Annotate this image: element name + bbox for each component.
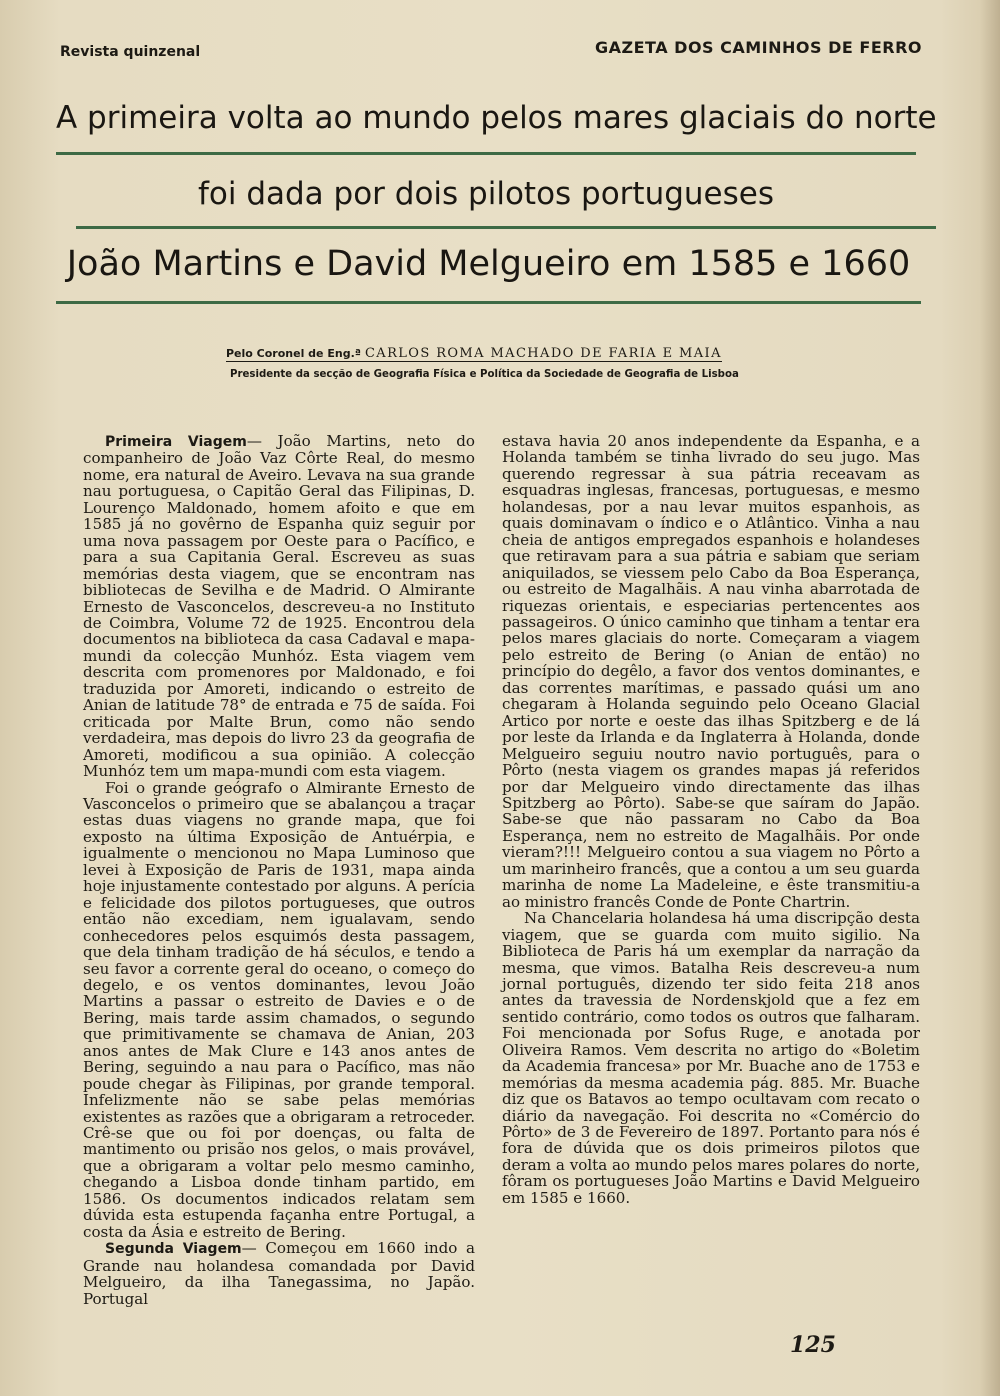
- paragraph-vasconcelos: [83, 780, 475, 1241]
- author-byline: [226, 345, 766, 361]
- paragraph-continued: [502, 433, 920, 910]
- title-line-1: A primeira volta ao mundo pelos mares glaciais do norte: [56, 100, 937, 136]
- title-line-3: João Martins e David Melgueiro em 1585 e 1660: [66, 244, 911, 284]
- paragraph-text: Na Chancelaria holandesa há uma discripção desta viagem, que se guarda com muito sigilio. Na Biblioteca de Paris há um exemplar da narração da mesma, que vimos. Batalha Reis descreveu-a num jornal português, dizendo ter sido feita 218 anos antes da travessia de Nordenskjold que a fez em sentido contrário, como todos os outros que falharam. Foi mencionada por Sofus Ruge, e anotada por Oliveira Ramos. Vem descrita no artigo do «Boletim da Academia francesa» por Mr. Buache ano de 1753 e memórias da mesma academia pág. 885. Mr. Buache diz que os Batavos ao tempo ocultavam com recato o diário da navegação. Foi descrita no «Comércio do Pôrto» de 3 de Fevereiro de 1897. Portanto para nós é fora de dúvida que os dois primeiros pilotos que deram a volta ao mundo pelos mares polares do norte, fôram os portugueses João Martins e David Melgueiro em 1585 e 1660.: [502, 909, 920, 1207]
- author-affiliation: Presidente da secção de Geografia Física e Política da Sociedade de Geografia de Lisboa: [230, 369, 739, 380]
- page-number: 125: [790, 1332, 836, 1358]
- title-rule-2: [76, 226, 936, 229]
- header-magazine-name: GAZETA DOS CAMINHOS DE FERRO: [594, 38, 922, 57]
- text-column-left: [83, 433, 475, 1307]
- title-line-2: foi dada por dois pilotos portugueses: [197, 176, 774, 212]
- paragraph-text: estava havia 20 anos independente da Espanha, e a Holanda também se tinha livrado do seu jugo. Mas querendo regressar à sua pátria receavam as esquadras inglesas, francesas, portuguesas, e mesmo holandesas, por a nau levar muitos espanhois, as quais dominavam o índico e o Atlântico. Vinha a nau cheia de antigos empregados espanhois e holandeses que retiravam para a sua pátria e sabiam que seriam aniquilados, se viessem pelo Cabo da Boa Esperança, ou estreito de Magalhãis. A nau vinha abarrotada de riquezas orientais, e especiarias pertencentes aos passageiros. O único caminho que tinham a tentar era pelos mares glaciais do norte. Começaram a viagem pelo estreito de Bering (o Anian de então) no princípio do degêlo, a favor dos ventos dominantes, e das correntes marítimas, e passado quási um ano chegaram à Holanda seguindo pelo Oceano Glacial Artico por norte e oeste das ilhas Spitzberg e de lá por leste da Irlanda e da Inglaterra à Holanda, donde Melgueiro seguiu noutro navio português, para o Pôrto (nesta viagem os grandes mapas já referidos por dar Melgueiro vindo directamente das ilhas Spitzberg ao Pôrto). Sabe-se que saíram do Japão. Sabe-se que não passaram no Cabo da Boa Esperança, nem no estreito de Magalhãis. Por onde vieram?!!! Melgueiro contou a sua viagem no Pôrto a um marinheiro francês, que a contou a um seu guarda marinha de nome La Madeleine, e êste transmitiu-a ao ministro francês Conde de Ponte Chartrin.: [502, 432, 920, 911]
- section-lead-first-voyage: Primeira Viagem: [105, 434, 247, 450]
- paragraph-chancelaria: [502, 910, 920, 1206]
- paragraph-text: — Começou em 1660 indo a Grande nau holandesa comandada por David Melgueiro, da ilha Tanegassima, no Japão. Portugal: [83, 1239, 475, 1308]
- byline-prefix: Pelo Coronel de Eng.ª: [226, 347, 361, 360]
- paragraph-second-voyage: [83, 1240, 475, 1307]
- byline-underlined: [226, 345, 722, 362]
- author-name: CARLOS ROMA MACHADO DE FARIA E MAIA: [364, 346, 722, 361]
- title-rule-1: [56, 152, 916, 155]
- section-lead-second-voyage: Segunda Viagem: [105, 1241, 242, 1258]
- paragraph-text: — João Martins, neto do companheiro de João Vaz Côrte Real, do mesmo nome, era natural de Aveiro. Levava na sua grande nau portuguesa, o Capitão Geral das Filipinas, D. Lourenço Maldonado, homem afoito e que em 1585 já no govêrno de Espanha quiz seguir por uma nova passagem por Oeste para o Pacífico, e para a sua Capitania Geral. Escreveu as suas memórias desta viagem, que se encontram nas bibliotecas de Sevilha e de Madrid. O Almirante Ernesto de Vasconcelos, descreveu-a no Instituto de Coimbra, Volume 72 de 1925. Encontrou dela documentos na biblioteca da casa Cadaval e mapa-mundi da colecção Munhóz. Esta viagem vem descrita com promenores por Maldonado, e foi traduzida por Amoreti, indicando o estreito de Anian de latitude 78° de entrada e 75 de saída. Foi criticada por Malte Brun, como não sendo verdadeira, mas depois do livro 23 da geografia de Amoreti, modificou a sua opinião. A colecção Munhóz tem um mapa-mundi com esta viagem.: [83, 432, 475, 781]
- page-edge-shadow: [980, 0, 1000, 1396]
- title-rule-3: [56, 301, 921, 304]
- paragraph-text: Foi o grande geógrafo o Almirante Ernesto de Vasconcelos o primeiro que se abalançou a traçar estas duas viagens no grande mapa, que foi exposto na última Exposição de Antuérpia, e igualmente o mencionou no Mapa Luminoso que levei à Exposição de Paris de 1931, mapa ainda hoje injustamente contestado por alguns. A perícia e felicidade dos pilotos portugueses, que outros então não excediam, nem igualavam, sendo conhecedores pelos esquimós desta passagem, que dela tinham tradição de há séculos, e tendo a seu favor a corrente geral do oceano, o começo do degelo, e os ventos dominantes, levou João Martins a passar o estreito de Davies e o de Bering, mais tarde assim chamados, o segundo que primitivamente se chamava de Anian, 203 anos antes de Mak Clure e 143 anos antes de Bering, seguindo a nau para o Pacífico, mas não poude chegar às Filipinas, por grande temporal. Infelizmente não se sabe pelas memórias existentes as razões que a obrigaram a retroceder. Crê-se que ou foi por doenças, ou falta de mantimento ou prisão nos gelos, o mais provável, que a obrigaram a voltar pelo mesmo caminho, chegando a Lisboa donde tinham partido, em 1586. Os documentos indicados relatam sem dúvida esta estupenda façanha entre Portugal, a costa da Ásia e estreito de Bering.: [83, 778, 475, 1241]
- text-column-right: [502, 433, 920, 1206]
- header-periodicity: Revista quinzenal: [60, 44, 201, 60]
- paragraph-first-voyage: [83, 433, 475, 780]
